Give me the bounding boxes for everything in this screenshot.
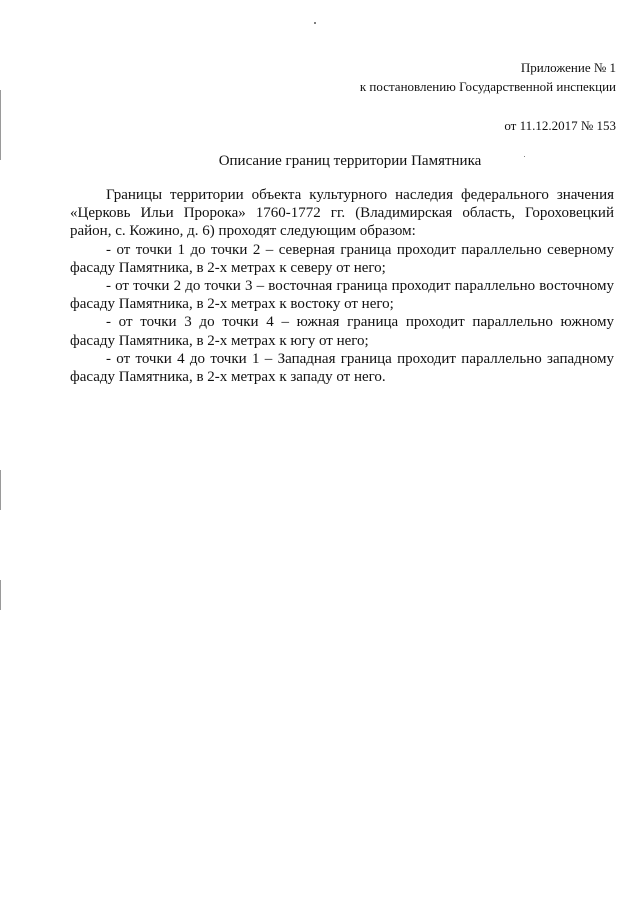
boundary-item-west: - от точки 4 до точки 1 – Западная граница проходит параллельно западному фасаду Памятника, в 2-х метрах к западу от него. xyxy=(70,350,614,386)
document-body xyxy=(70,186,614,386)
scan-edge-mark xyxy=(0,580,1,610)
scan-speck xyxy=(314,22,316,24)
scan-edge-mark xyxy=(0,90,1,160)
boundary-item-east: - от точки 2 до точки 3 – восточная граница проходит параллельно восточному фасаду Памятника, в 2-х метрах к востоку от него; xyxy=(70,278,614,313)
intro-paragraph: Границы территории объекта культурного наследия федерального значения «Церковь Ильи Пророка» 1760-1772 гг. (Владимирская область, Гороховецкий район, с. Кожино, д. 6) проходят следующим образом: xyxy=(70,187,614,240)
boundary-item-south: - от точки 3 до точки 4 – южная граница проходит параллельно южному фасаду Памятника, в 2-х метрах к югу от него; xyxy=(70,314,614,349)
scan-edge-mark xyxy=(0,470,1,510)
boundary-item-north: - от точки 1 до точки 2 – северная граница проходит параллельно северному фасаду Памятника, в 2-х метрах к северу от него; xyxy=(70,241,614,276)
appendix-date: от 11.12.2017 № 153 xyxy=(504,118,616,133)
document-title: Описание границ территории Памятника xyxy=(218,153,482,169)
appendix-reference: к постановлению Государственной инспекции xyxy=(359,79,616,94)
appendix-number: Приложение № 1 xyxy=(520,60,616,75)
appendix-header xyxy=(360,58,616,135)
